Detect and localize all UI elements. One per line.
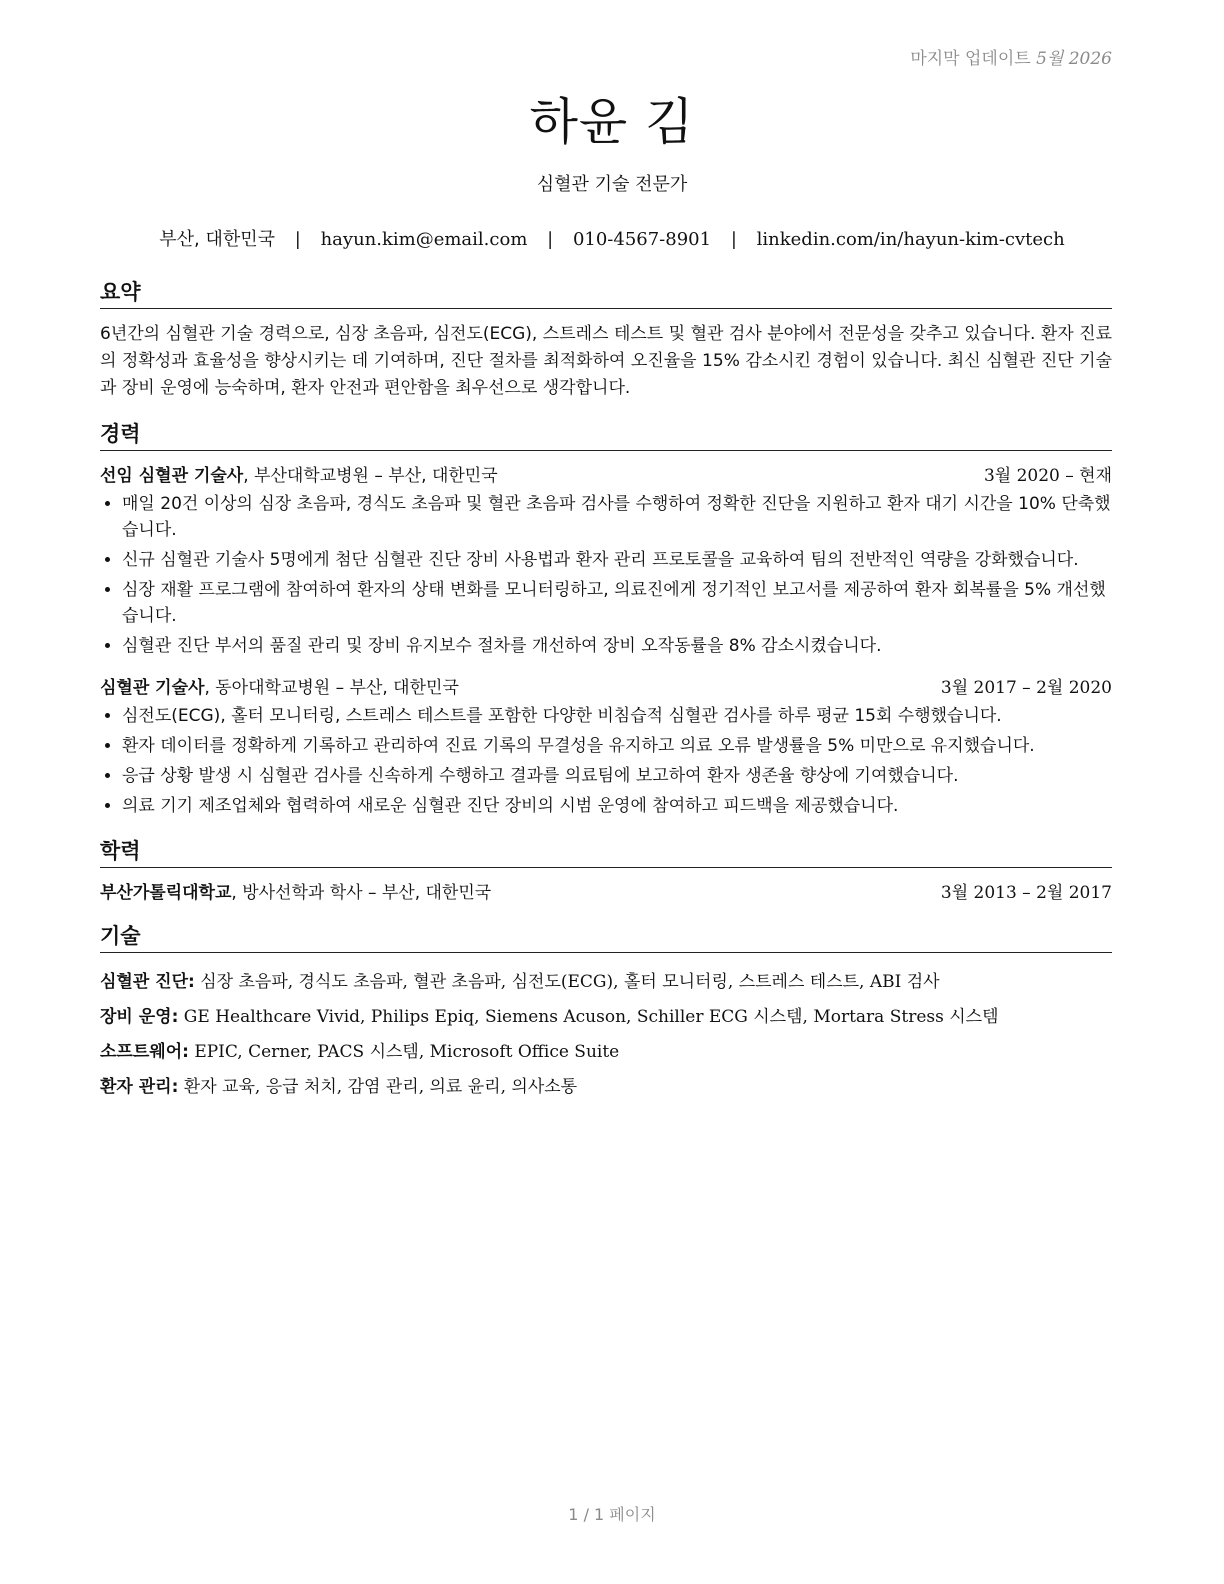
skill-value: EPIC, Cerner, PACS 시스템, Microsoft Office Suite bbox=[188, 1042, 620, 1062]
job-bullet: • 의료 기기 제조업체와 협력하여 새로운 심혈관 진단 장비의 시범 운영에 참여하고 피드백을 제공했습니다. bbox=[122, 793, 1112, 819]
job-bullet: • 매일 20건 이상의 심장 초음파, 경식도 초음파 및 혈관 초음파 검사를 수행하여 정확한 진단을 지원하고 환자 대기 시간을 10% 단축했습니다. bbox=[122, 491, 1112, 543]
job-bullet: • 심전도(ECG), 홀터 모니터링, 스트레스 테스트를 포함한 다양한 비침습적 심혈관 검사를 하루 평균 15회 수행했습니다. bbox=[122, 703, 1112, 729]
job-bullet: • 환자 데이터를 정확하게 기록하고 관리하여 진료 기록의 무결성을 유지하고 의료 오류 발생률을 5% 미만으로 유지했습니다. bbox=[122, 733, 1112, 759]
job-bullets bbox=[100, 703, 1112, 819]
education-school-detail bbox=[100, 880, 491, 906]
contact-separator: | bbox=[730, 229, 737, 250]
skill-label: 환자 관리: bbox=[100, 1077, 179, 1097]
contact-phone: 010-4567-8901 bbox=[572, 229, 712, 250]
job-org: , 부산대학교병원 – 부산, 대한민국 bbox=[243, 466, 498, 486]
last-updated-date: 5월 2026 bbox=[1036, 49, 1112, 69]
job-bullet: • 응급 상황 발생 시 심혈관 검사를 신속하게 수행하고 결과를 의료팀에 보고하여 환자 생존율 향상에 기여했습니다. bbox=[122, 763, 1112, 789]
resume-content bbox=[100, 276, 1112, 1105]
skills-list bbox=[100, 965, 1112, 1105]
contact-separator: | bbox=[547, 229, 554, 250]
skill-row bbox=[100, 1000, 1112, 1035]
page-number: 1 / 1 페이지 bbox=[568, 1505, 656, 1524]
job-bullet: • 신규 심혈관 기술사 5명에게 첨단 심혈관 진단 장비 사용법과 환자 관리 프로토콜을 교육하여 팀의 전반적인 역량을 강화했습니다. bbox=[122, 547, 1112, 573]
job-bullet: • 심혈관 진단 부서의 품질 관리 및 장비 유지보수 절차를 개선하여 장비 오작동률을 8% 감소시켰습니다. bbox=[122, 633, 1112, 659]
job-role-org bbox=[100, 463, 498, 489]
contact-email[interactable]: hayun.kim@email.com bbox=[320, 229, 528, 250]
job-org: , 동아대학교병원 – 부산, 대한민국 bbox=[204, 678, 459, 698]
skill-label: 소프트웨어: bbox=[100, 1042, 189, 1062]
job-bullets bbox=[100, 491, 1112, 659]
job-title: 심혈관 기술 전문가 bbox=[536, 174, 688, 195]
summary-text: 6년간의 심혈관 기술 경력으로, 심장 초음파, 심전도(ECG), 스트레스 테스트 및 혈관 검사 분야에서 전문성을 갖추고 있습니다. 환자 진료의 정확성과 효율성을 향상시키는 데 기여하며, 진단 절차를 최적화하여 오진율을 15% 감소시킨 경험이 있습니다. 최신 심혈관 진단 기술과 장비 운영에 능숙하며, 환자 안전과 편안함을 최우선으로 생각합니다. bbox=[100, 324, 1112, 398]
experience-heading: 경력 bbox=[100, 418, 1112, 451]
skill-row bbox=[100, 1070, 1112, 1105]
skill-label: 심혈관 진단: bbox=[100, 972, 195, 992]
skill-row bbox=[100, 1035, 1112, 1070]
job-role: 선임 심혈관 기술사 bbox=[100, 466, 244, 486]
job-entry bbox=[100, 675, 1112, 819]
education-dates: 3월 2013 – 2월 2017 bbox=[940, 883, 1112, 903]
job-entry bbox=[100, 463, 1112, 659]
job-dates: 3월 2020 – 현재 bbox=[983, 466, 1112, 486]
summary-heading: 요약 bbox=[100, 276, 1112, 309]
last-updated bbox=[910, 44, 1112, 69]
job-header bbox=[100, 463, 1112, 489]
contact-linkedin[interactable]: linkedin.com/in/hayun-kim-cvtech bbox=[756, 229, 1065, 250]
job-header bbox=[100, 675, 1112, 701]
skill-value: GE Healthcare Vivid, Philips Epiq, Siemens Acuson, Schiller ECG 시스템, Mortara Stress 시스템 bbox=[178, 1007, 999, 1027]
person-name: 하윤 김 bbox=[529, 93, 695, 151]
job-dates: 3월 2017 – 2월 2020 bbox=[940, 678, 1112, 698]
job-role-org bbox=[100, 675, 459, 701]
last-updated-label: 마지막 업데이트 bbox=[910, 49, 1031, 69]
contact-line bbox=[0, 225, 1224, 251]
skill-row bbox=[100, 965, 1112, 1000]
skill-value: 심장 초음파, 경식도 초음파, 혈관 초음파, 심전도(ECG), 홀터 모니터링, 스트레스 테스트, ABI 검사 bbox=[194, 972, 940, 992]
skill-label: 장비 운영: bbox=[100, 1007, 179, 1027]
skills-heading: 기술 bbox=[100, 920, 1112, 953]
job-role: 심혈관 기술사 bbox=[100, 678, 205, 698]
education-entry bbox=[100, 880, 1112, 906]
skill-value: 환자 교육, 응급 처치, 감염 관리, 의료 윤리, 의사소통 bbox=[178, 1077, 578, 1097]
contact-location: 부산, 대한민국 bbox=[159, 229, 276, 250]
contact-separator: | bbox=[294, 229, 301, 250]
education-heading: 학력 bbox=[100, 835, 1112, 868]
job-bullet: • 심장 재활 프로그램에 참여하여 환자의 상태 변화를 모니터링하고, 의료진에게 정기적인 보고서를 제공하여 환자 회복률을 5% 개선했습니다. bbox=[122, 577, 1112, 629]
education-detail: , 방사선학과 학사 – 부산, 대한민국 bbox=[231, 883, 492, 903]
education-school: 부산가톨릭대학교 bbox=[100, 883, 232, 903]
